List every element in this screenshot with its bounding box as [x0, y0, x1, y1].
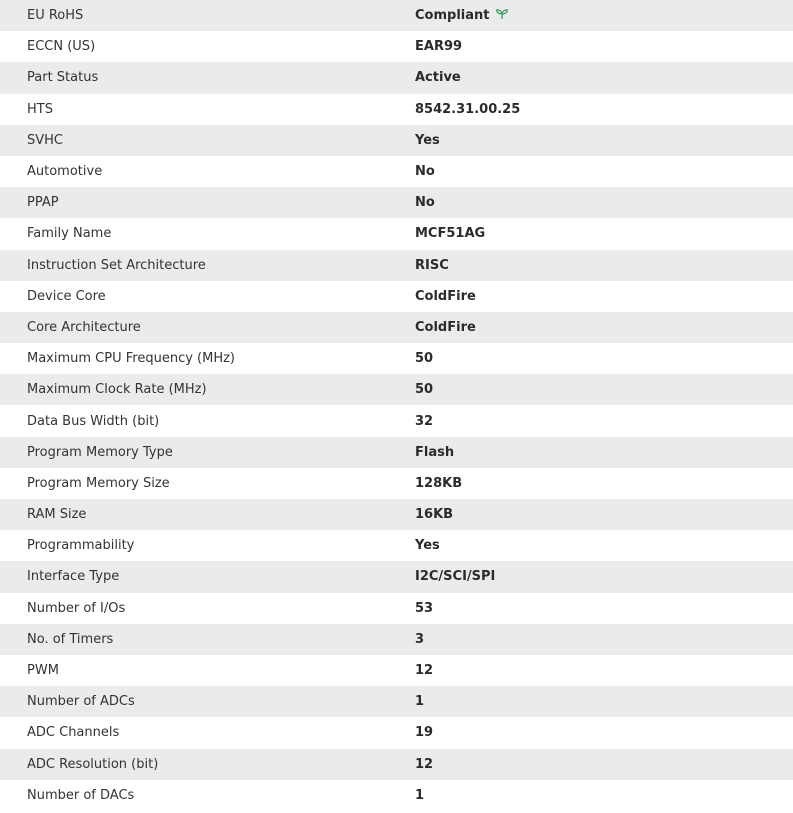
spec-value: 1 — [415, 787, 425, 803]
spec-label: SVHC — [27, 132, 63, 148]
table-row — [0, 94, 793, 125]
spec-value: ColdFire — [415, 288, 476, 304]
spec-label: Number of ADCs — [27, 694, 135, 710]
spec-value: 50 — [415, 382, 434, 398]
table-row — [0, 31, 793, 62]
spec-value: 16KB — [415, 507, 454, 523]
spec-value: 12 — [415, 663, 434, 679]
table-row — [0, 686, 793, 717]
table-row — [0, 250, 793, 281]
spec-value: 1 — [415, 694, 425, 710]
table-row — [0, 780, 793, 811]
spec-label: RAM Size — [27, 507, 87, 523]
spec-value: I2C/SCI/SPI — [415, 569, 496, 585]
spec-value: Yes — [415, 538, 440, 554]
table-row — [0, 343, 793, 374]
spec-value: EAR99 — [415, 39, 463, 55]
spec-value: 128KB — [415, 475, 463, 491]
spec-value: 32 — [415, 413, 434, 429]
table-row — [0, 593, 793, 624]
spec-label: Part Status — [27, 70, 99, 86]
leaf-icon — [495, 8, 509, 20]
spec-label: Program Memory Type — [27, 444, 173, 460]
spec-label: HTS — [27, 101, 53, 117]
spec-label: No. of Timers — [27, 631, 114, 647]
spec-value-cell — [415, 0, 793, 31]
spec-label: Interface Type — [27, 569, 120, 585]
spec-label: Device Core — [27, 288, 106, 304]
table-row — [0, 62, 793, 93]
spec-label: Maximum Clock Rate (MHz) — [27, 382, 207, 398]
table-row — [0, 281, 793, 312]
spec-label: ECCN (US) — [27, 39, 96, 55]
spec-label: ADC Resolution (bit) — [27, 756, 159, 772]
table-row — [0, 624, 793, 655]
spec-label: Family Name — [27, 226, 112, 242]
table-row — [0, 218, 793, 249]
spec-label: Number of DACs — [27, 787, 135, 803]
spec-value: RISC — [415, 257, 449, 273]
spec-value: 19 — [415, 725, 434, 741]
spec-label: Core Architecture — [27, 319, 141, 335]
spec-value: No — [415, 164, 435, 180]
table-row — [0, 717, 793, 748]
spec-label: EU RoHS — [27, 8, 84, 24]
spec-label: Program Memory Size — [27, 475, 170, 491]
spec-label: Number of I/Os — [27, 600, 126, 616]
table-row — [0, 374, 793, 405]
spec-label: ADC Channels — [27, 725, 120, 741]
spec-label: Maximum CPU Frequency (MHz) — [27, 351, 235, 367]
table-row — [0, 156, 793, 187]
spec-value: 8542.31.00.25 — [415, 101, 521, 117]
spec-value: 3 — [415, 631, 425, 647]
spec-value: Compliant — [415, 8, 490, 24]
spec-value: Flash — [415, 444, 455, 460]
table-row — [0, 655, 793, 686]
spec-label: Automotive — [27, 164, 103, 180]
table-row — [0, 312, 793, 343]
table-row — [0, 0, 793, 31]
table-row — [0, 405, 793, 436]
spec-value: 53 — [415, 600, 434, 616]
spec-label: Instruction Set Architecture — [27, 257, 206, 273]
spec-value: 12 — [415, 756, 434, 772]
table-row — [0, 561, 793, 592]
spec-label: Data Bus Width (bit) — [27, 413, 160, 429]
table-row — [0, 530, 793, 561]
spec-value: 50 — [415, 351, 434, 367]
spec-label: Programmability — [27, 538, 135, 554]
table-row — [0, 468, 793, 499]
spec-label: PWM — [27, 663, 59, 679]
table-row — [0, 499, 793, 530]
table-row — [0, 125, 793, 156]
spec-value: MCF51AG — [415, 226, 486, 242]
table-row — [0, 437, 793, 468]
table-row — [0, 749, 793, 780]
spec-value: No — [415, 195, 435, 211]
spec-value: ColdFire — [415, 319, 476, 335]
spec-label: PPAP — [27, 195, 59, 211]
spec-value: Yes — [415, 132, 440, 148]
spec-value: Active — [415, 70, 461, 86]
table-row — [0, 187, 793, 218]
